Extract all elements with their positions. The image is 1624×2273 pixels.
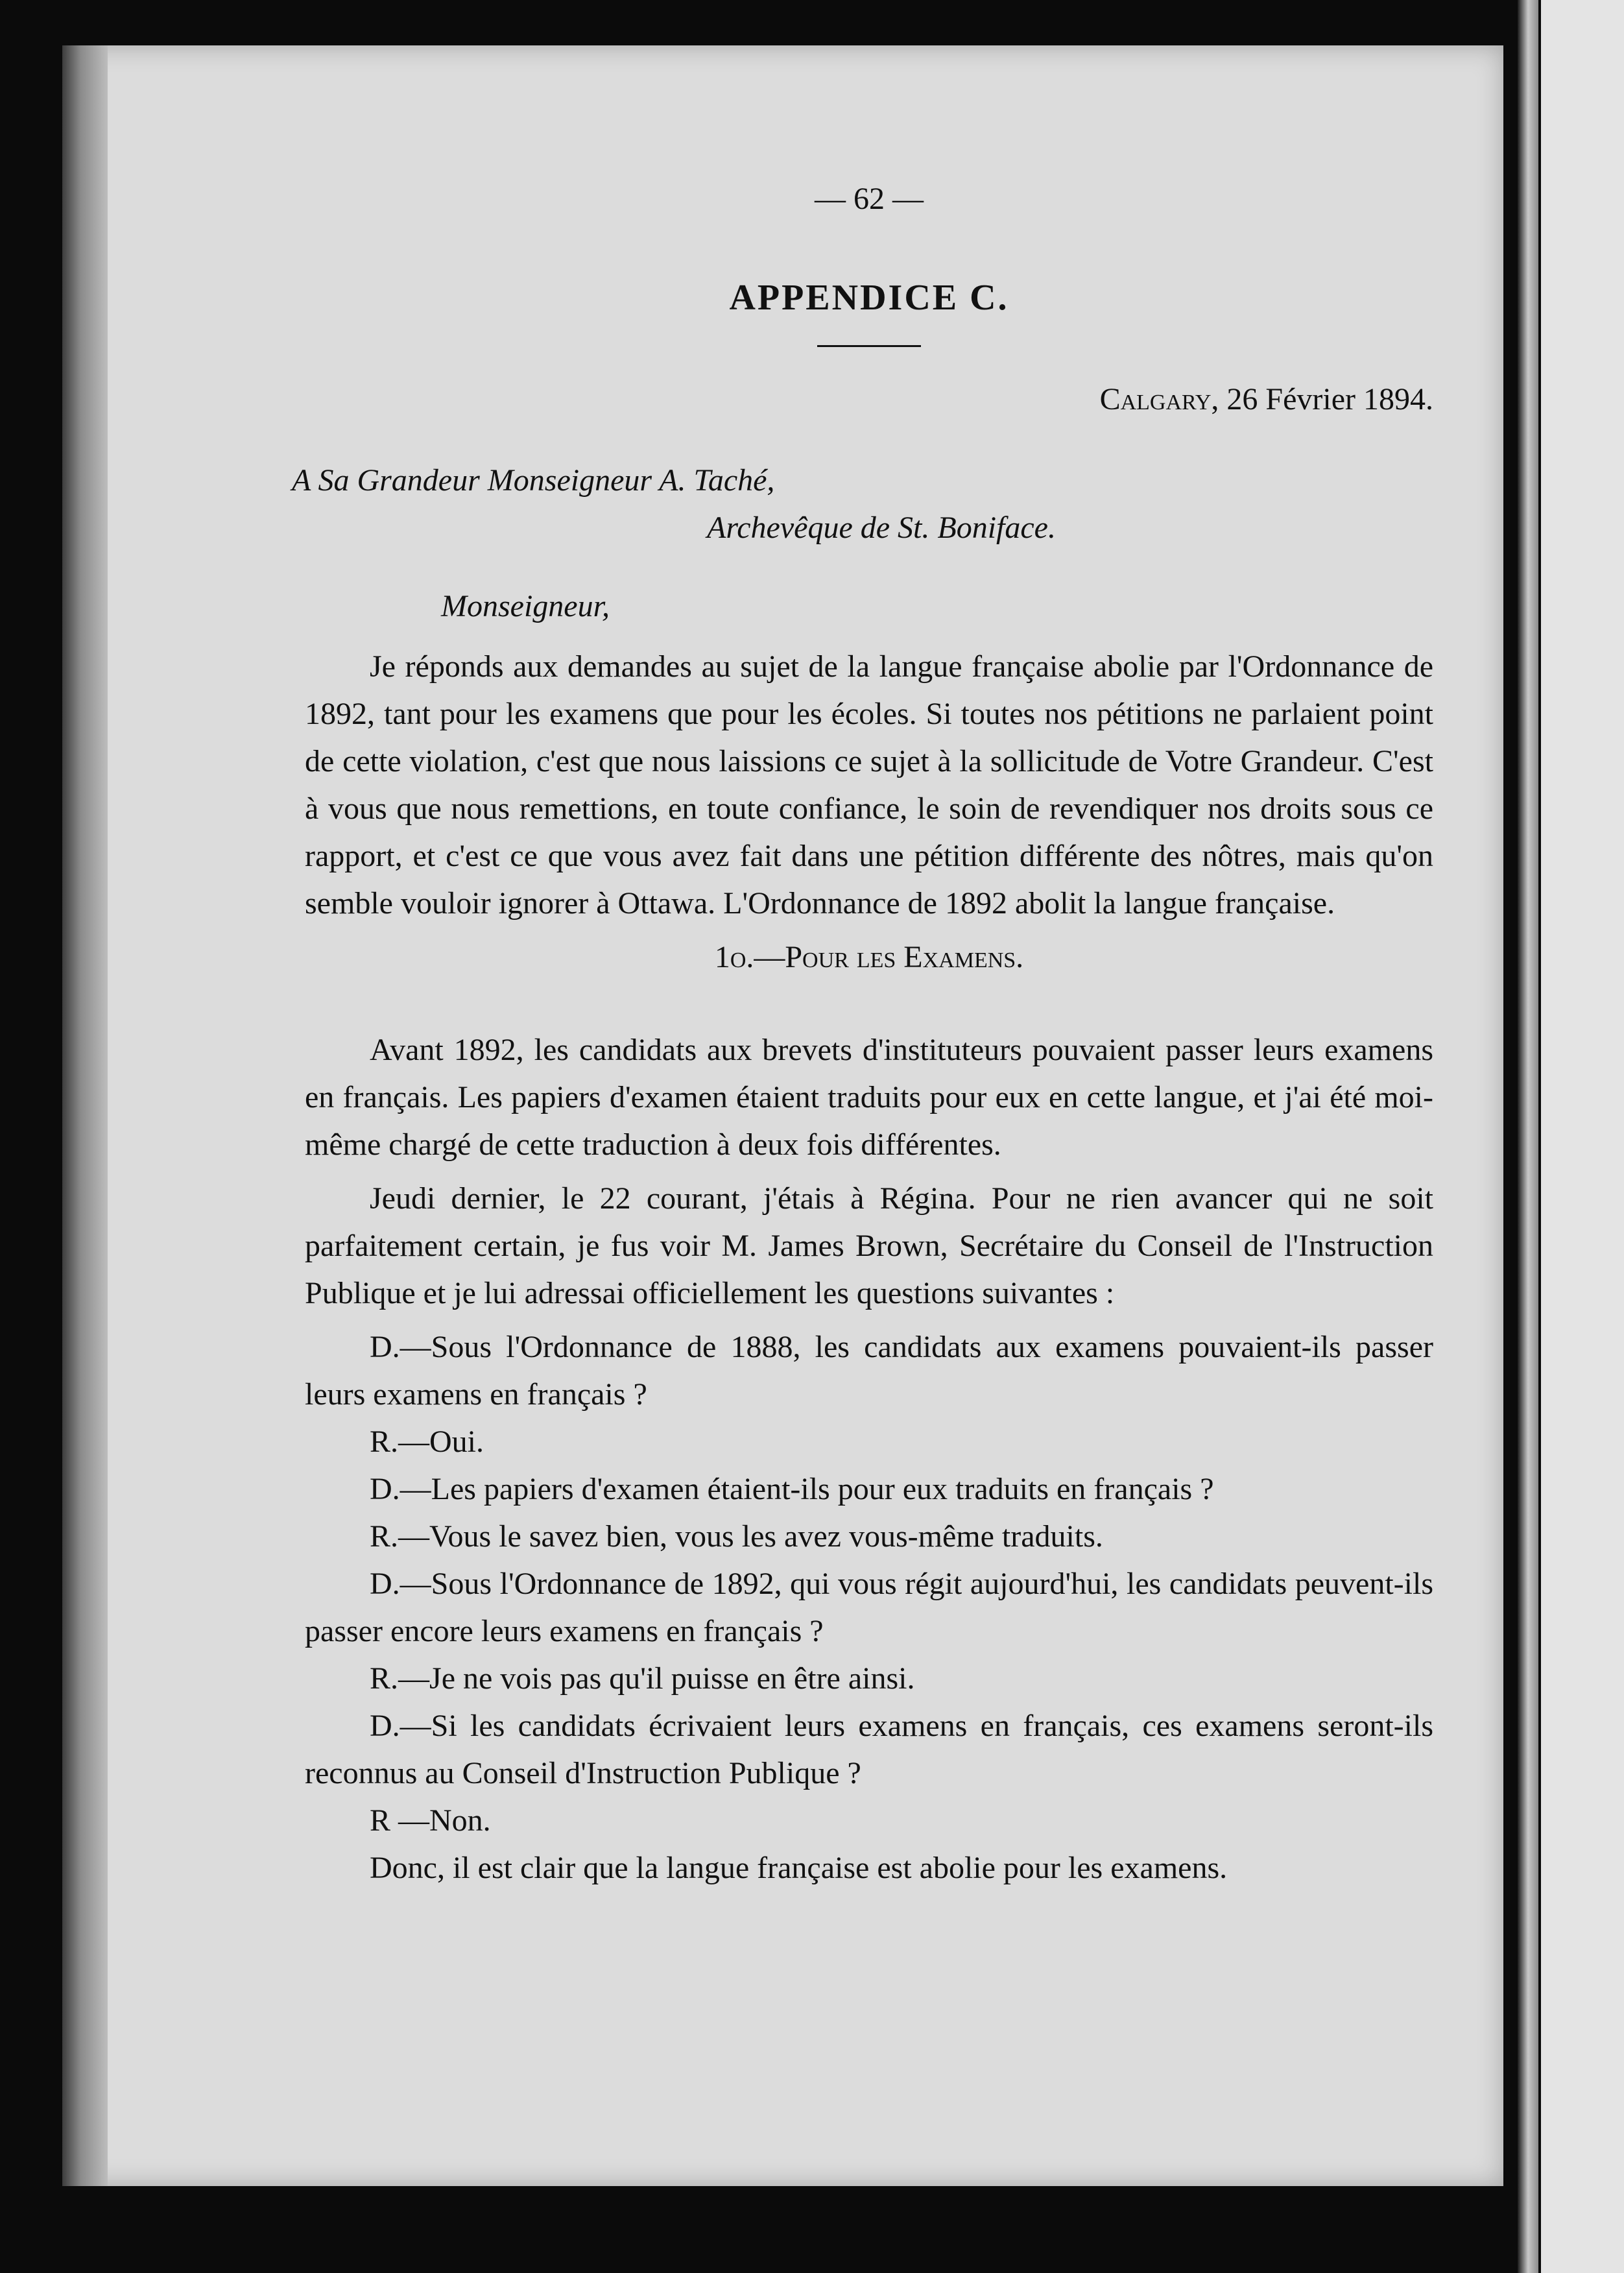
facing-page-edge bbox=[1541, 0, 1624, 2273]
qa-line: R.—Oui. bbox=[370, 1425, 484, 1459]
paragraph-intro: Je réponds aux demandes au sujet de la langue française abolie par l'Ordonnance de 1892, tant pour les examens que pour les écoles. Si toutes nos pétitions ne parlaient point de cette violation, c'est que nous laissions ce sujet à la sollicitude de Votre Grandeur. C'est à vous que nous remettions, en toute confiance, le soin de revendiquer nos droits sous ce rapport, et c'est ce que vous avez fait dans une pétition différente des nôtres, mais qu'on semble vouloir ignorer à Ottawa. L'Ordonnance de 1892 abolit la langue française. bbox=[305, 649, 1433, 920]
page-edge bbox=[1518, 0, 1538, 2273]
addressee-line-2: Archevêque de St. Boniface. bbox=[707, 511, 1056, 545]
title-rule bbox=[817, 345, 921, 347]
qa-line: D.—Sous l'Ordonnance de 1892, qui vous régit aujourd'hui, les candidats peuvent-ils passer encore leurs examens en français ? bbox=[305, 1567, 1433, 1648]
dateline-place: Calgary, bbox=[1099, 382, 1219, 416]
addressee-line-1: A Sa Grandeur Monseigneur A. Taché, bbox=[292, 463, 775, 498]
qa-line: R.—Je ne vois pas qu'il puisse en être ainsi. bbox=[370, 1661, 915, 1696]
page-number: — 62 — bbox=[815, 182, 924, 216]
paragraph-regina-visit: Jeudi dernier, le 22 courant, j'étais à Régina. Pour ne rien avancer qui ne soit parfaitement certain, je fus voir M. James Brown, Secrétaire du Conseil de l'Instruction Publique et je lui adressai officiellement les questions suivantes : bbox=[305, 1181, 1433, 1310]
appendix-title: APPENDICE C. bbox=[729, 278, 1009, 318]
qa-line: D.—Sous l'Ordonnance de 1888, les candidats aux examens pouvaient-ils passer leurs examens en français ? bbox=[305, 1330, 1433, 1412]
page-binding-shadow bbox=[62, 45, 108, 2186]
paragraph-conclusion: Donc, il est clair que la langue française est abolie pour les examens. bbox=[370, 1851, 1228, 1885]
qa-line: D.—Les papiers d'examen étaient-ils pour eux traduits en français ? bbox=[370, 1472, 1214, 1506]
paragraph-before-1892: Avant 1892, les candidats aux brevets d'instituteurs pouvaient passer leurs examens en français. Les papiers d'examen étaient traduits pour eux en cette langue, et j'ai été moi-même chargé de cette traduction à deux fois différentes. bbox=[305, 1033, 1433, 1162]
document-body bbox=[292, 175, 1433, 1898]
dateline-date: 26 Février 1894. bbox=[1226, 382, 1433, 416]
dateline bbox=[305, 376, 1433, 423]
salutation: Monseigneur, bbox=[441, 589, 610, 623]
section-heading: 1o.—Pour les Examens. bbox=[714, 940, 1024, 974]
qa-line: R.—Vous le savez bien, vous les avez vous-même traduits. bbox=[370, 1519, 1103, 1554]
qa-line: D.—Si les candidats écrivaient leurs examens en français, ces examens seront-ils reconnus au Conseil d'Instruction Publique ? bbox=[305, 1709, 1433, 1790]
qa-line: R —Non. bbox=[370, 1803, 491, 1838]
